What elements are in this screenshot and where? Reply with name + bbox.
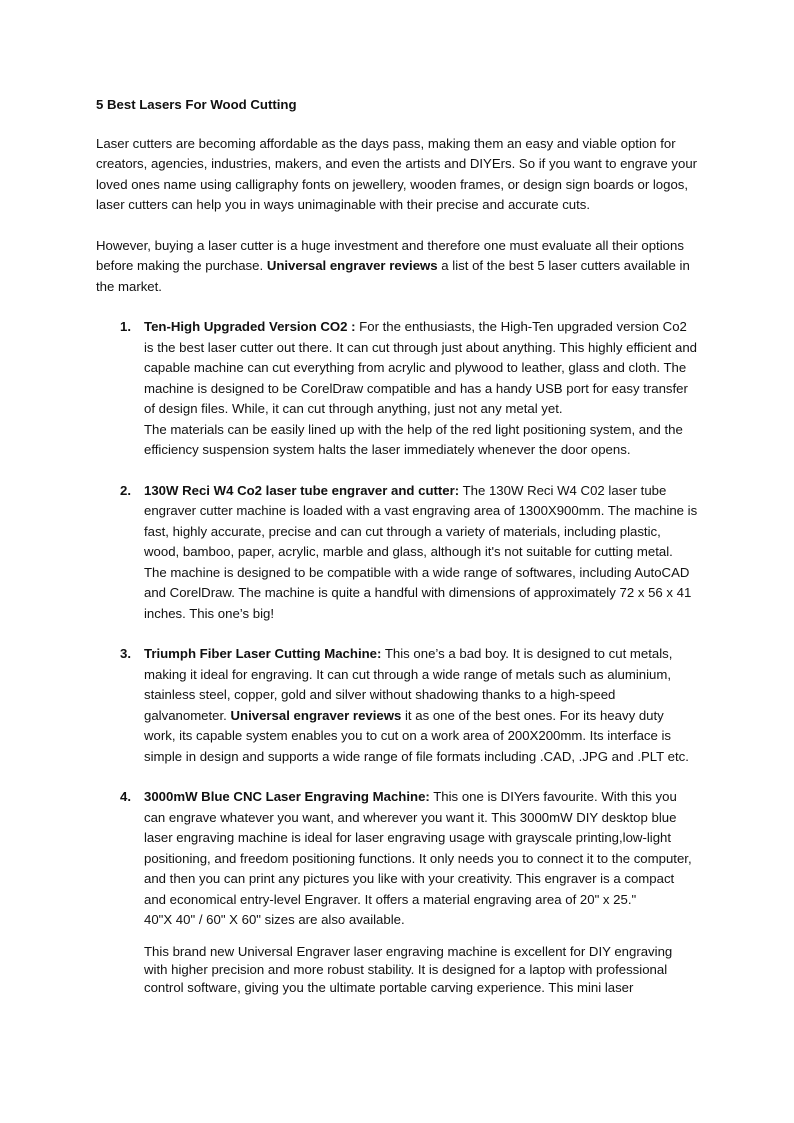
intro-paragraph-2 [96,236,698,298]
list-item-2 [96,481,698,625]
list-item-heading: Triumph Fiber Laser Cutting Machine: [144,646,382,661]
list-item-text: For the enthusiasts, the High-Ten upgraded version Co2 is the best laser cutter out there. It can cut through just about anything. This highly efficient and capable machine can cut everything from acrylic and plywood to leather, glass and cloth. The machine is designed to be CorelDraw compatible and has a handy USB port for easy transfer of design files. While, it can cut through anything, just not any metal yet. [144,319,697,416]
list-item-text: The 130W Reci W4 C02 laser tube engraver cutter machine is loaded with a vast engraving area of 1300X900mm. The machine is fast, highly accurate, precise and can cut through a variety of materials, including plastic, wood, bamboo, paper, acrylic, marble and glass, although it's not suitable for cutting metal. The machine is designed to be compatible with a wide range of softwares, including AutoCAD and CorelDraw. The machine is quite a handful with dimensions of approximately 72 x 56 x 41 inches. This one’s big! [144,482,698,621]
list-item-heading: 130W Reci W4 Co2 laser tube engraver and cutter: [144,482,460,498]
extra-paragraph: This brand new Universal Engraver laser engraving machine is excellent for DIY engraving with higher precision and more robust stability. It is designed for a laptop with professional control software, giving you the ultimate portable carving experience. This mini laser [144,943,673,995]
intro-text-a: However, buying a laser cutter is a huge investment and therefore one must evaluate all their options before making the purchase. [96,237,684,273]
list-item-heading: 3000mW Blue CNC Laser Engraving Machine: [144,789,430,804]
list-number: 2. [120,482,131,498]
page-title: 5 Best Lasers For Wood Cutting [96,97,297,112]
list-item-tail: The materials can be easily lined up with the help of the red light positioning system, and the efficiency suspension system halts the laser immediately whenever the door opens. [144,421,683,457]
list-item-4 [96,787,698,931]
list-item-bold-text: Universal engraver reviews [230,707,402,723]
document-body [96,95,698,1010]
intro-paragraph-1: Laser cutters are becoming affordable as the days pass, making them an easy and viable option for creators, agencies, industries, makers, and even the artists and DIYErs. So if you want to engrave your loved ones name using calligraphy fonts on jewellery, wooden frames, or design sign boards or logos, laser cutters can help you in ways unimaginable with their precise and accurate cuts. [96,135,698,212]
list-item-text-2: it as one of the best ones. For its heavy duty work, its capable system enables you to cut on a work area of 200X200mm. Its interface is simple in design and supports a wide range of file formats including .CAD, .JPG and .PLT etc. [144,707,689,764]
list-item-tail: 40"X 40" / 60" X 60" sizes are also available. [144,912,405,927]
list-number: 3. [120,646,131,661]
list-item-1 [96,317,698,461]
list-number: 1. [120,319,131,334]
list-item-heading: Ten-High Upgraded Version CO2 : [144,319,356,334]
laser-list [96,317,698,931]
intro-bold-text: Universal engraver reviews [266,258,438,273]
list-item-text: This one’s a bad boy. It is designed to cut metals, making it ideal for engraving. It can cut through a wide range of metals such as aluminium, stainless steel, copper, gold and silver without shadowing thanks to a high-speed galvanometer. [144,646,673,723]
list-item-3 [96,644,698,767]
intro-text-b: a list of the best 5 laser cutters available in the market. [96,258,690,294]
list-number: 4. [120,789,131,804]
list-item-text: This one is DIYers favourite. With this you can engrave whatever you want, and wherever you want it. This 3000mW DIY desktop blue laser engraving machine is ideal for laser engraving usage with grayscale printing,low-light positioning, and freedom positioning functions. It only needs you to connect it to the computer, and then you can print any pictures you like with your creativity. This engraver is a compact and economical entry-level Engraver. It offers a material engraving area of 20" x 25." [144,789,692,907]
